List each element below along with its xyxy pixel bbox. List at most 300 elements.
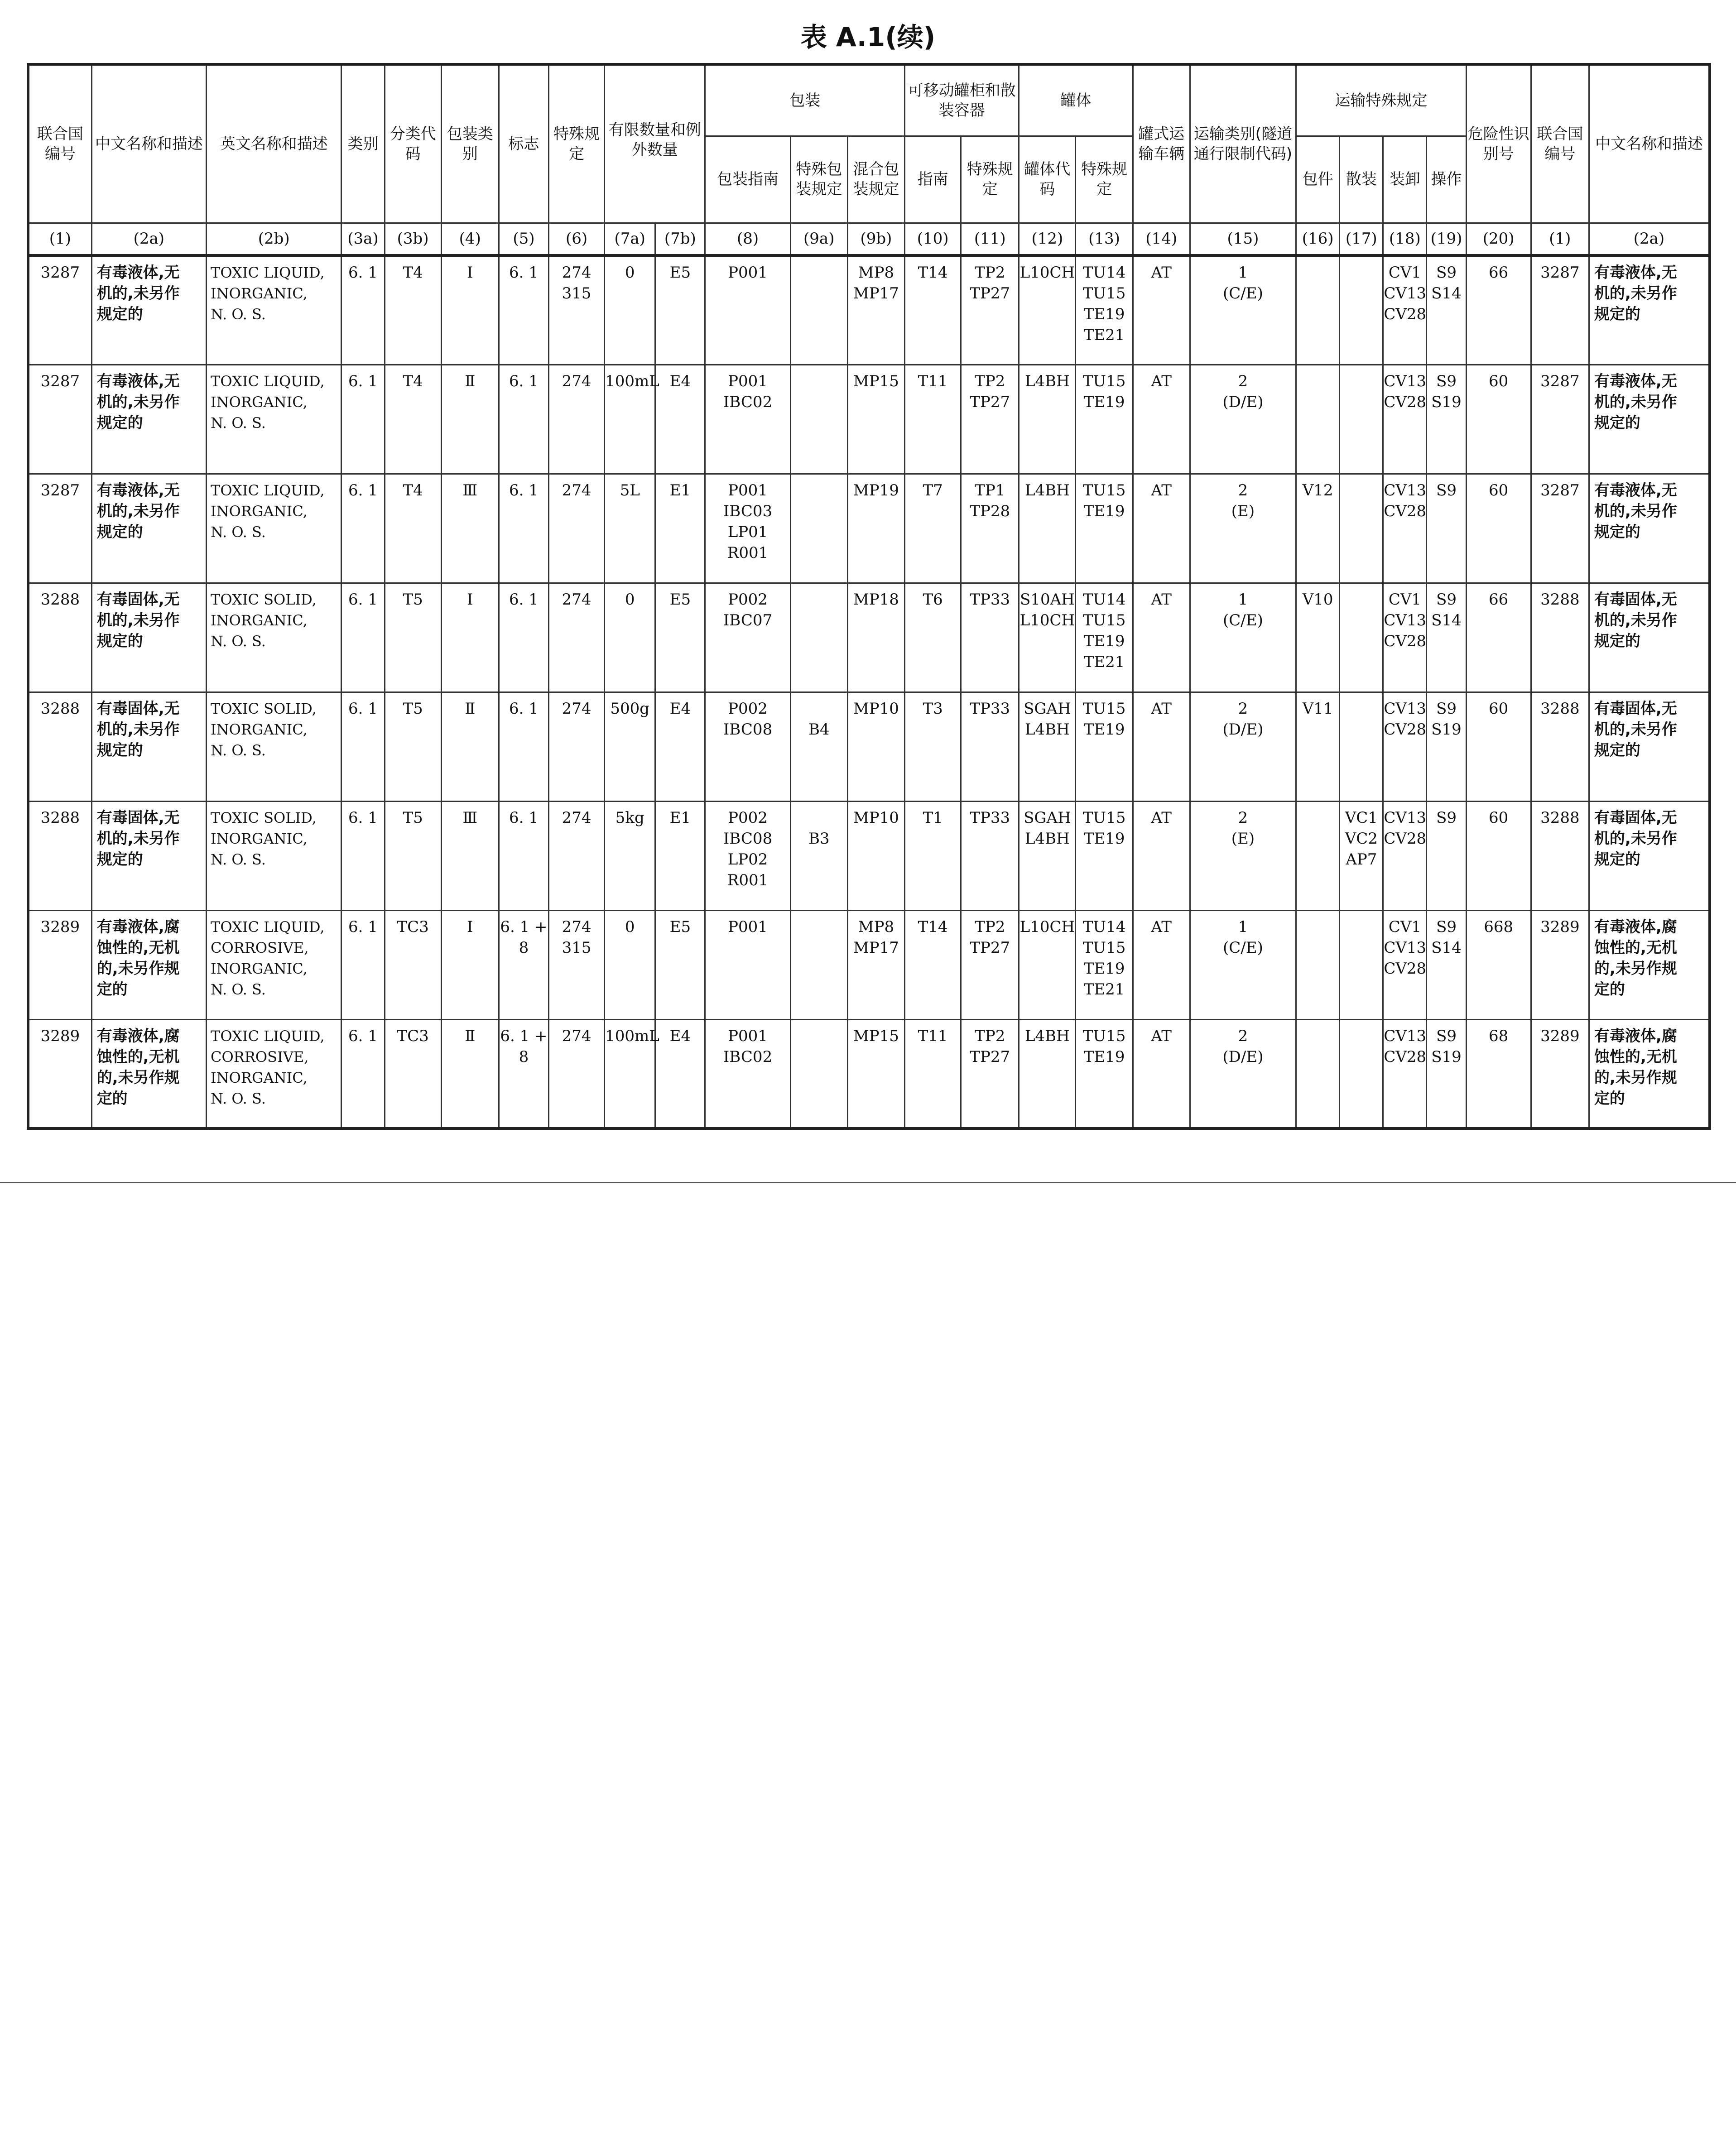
cell-un-number: 3287 xyxy=(28,255,91,365)
cell-special-operation xyxy=(1427,474,1466,583)
cell-line: S19 xyxy=(1431,393,1462,411)
cell-line: CORROSIVE, xyxy=(211,939,309,956)
cell-line: INORGANIC, xyxy=(211,285,308,302)
cell-un-number-repeat: 3287 xyxy=(1531,474,1589,583)
header-special-packing: 特殊包装规定 xyxy=(790,136,847,223)
header-tank-code: 罐体代码 xyxy=(1019,136,1076,223)
cell-class: 6. 1 xyxy=(341,474,385,583)
cell-line: TE19 xyxy=(1083,502,1125,520)
cell-line: CV28 xyxy=(1384,1047,1427,1066)
cell-tank-vehicle: AT xyxy=(1133,1019,1190,1128)
cell-line: TU15 xyxy=(1082,1027,1126,1045)
cell-line: S9 xyxy=(1436,917,1457,936)
column-number: (9a) xyxy=(790,223,847,255)
cell-classification-code: T5 xyxy=(385,692,441,801)
column-number: (12) xyxy=(1019,223,1076,255)
cell-excepted-quantity: E4 xyxy=(655,365,705,474)
cell-line: 2 xyxy=(1238,481,1248,499)
cell-limited-quantity: 5L xyxy=(605,474,655,583)
cell-tank-special xyxy=(961,365,1019,474)
cell-classification-code: T4 xyxy=(385,474,441,583)
cell-line: MP15 xyxy=(853,372,899,390)
column-number: (13) xyxy=(1076,223,1133,255)
cell-line: TP2 xyxy=(975,1027,1005,1045)
cell-label: 6. 1 xyxy=(499,692,548,801)
cell-tank-special xyxy=(961,692,1019,801)
cell-line: 有毒液体,无 xyxy=(96,481,180,499)
cell-line: VC1 xyxy=(1345,808,1378,827)
header-operation: 操作 xyxy=(1427,136,1466,223)
cell-line: 274 xyxy=(562,699,591,718)
header-row-1 xyxy=(28,64,1710,136)
cell-line: 8 xyxy=(519,1047,529,1066)
header-class: 类别 xyxy=(341,64,385,223)
cell-line: 蚀性的,无机 xyxy=(1594,938,1677,957)
cell-line: TU15 xyxy=(1082,481,1126,499)
cell-line: 定的 xyxy=(96,980,128,999)
cell-line: 规定的 xyxy=(1594,850,1640,869)
cell-tank-special xyxy=(961,583,1019,692)
cell-line: P002 xyxy=(728,590,768,609)
cell-special-loading xyxy=(1383,365,1427,474)
header-chinese-name-repeat: 中文名称和描述 xyxy=(1589,64,1710,223)
cell-tank-vehicle: AT xyxy=(1133,801,1190,910)
cell-line: 有毒固体,无 xyxy=(1594,699,1677,718)
cell-line: (E) xyxy=(1231,829,1255,848)
cell-hazard-id: 60 xyxy=(1466,365,1531,474)
cell-line: CV13 xyxy=(1384,372,1427,390)
header-tank: 罐体 xyxy=(1019,64,1133,136)
column-number: (1) xyxy=(1531,223,1589,255)
cell-line: 机的,未另作 xyxy=(96,611,180,629)
cell-line xyxy=(791,807,847,828)
cell-hazard-id: 668 xyxy=(1466,910,1531,1019)
cell-chinese-name xyxy=(91,910,206,1019)
cell-special-packing xyxy=(790,1019,847,1128)
cell-line: TU15 xyxy=(1082,938,1126,957)
cell-line: P001 xyxy=(728,1027,768,1045)
cell-label xyxy=(499,910,548,1019)
cell-special-packing xyxy=(790,583,847,692)
cell-special-loading xyxy=(1383,1019,1427,1128)
cell-line: CV13 xyxy=(1384,611,1427,629)
cell-line: 规定的 xyxy=(96,413,143,432)
header-limited-quantity: 有限数量和例外数量 xyxy=(605,64,705,223)
cell-line: 蚀性的,无机 xyxy=(96,1047,180,1066)
cell-line: TOXIC LIQUID, xyxy=(211,918,325,936)
cell-tank-instruction: T14 xyxy=(905,910,961,1019)
column-number: (1) xyxy=(28,223,91,255)
cell-line: N. O. S. xyxy=(211,980,266,998)
cell-special-packing xyxy=(790,365,847,474)
table-row xyxy=(28,692,1710,801)
cell-tank-special-2 xyxy=(1076,910,1133,1019)
cell-line: TOXIC LIQUID, xyxy=(211,1027,325,1045)
cell-tank-code xyxy=(1019,255,1076,365)
cell-special-operation xyxy=(1427,255,1466,365)
cell-chinese-name-repeat xyxy=(1589,255,1710,365)
header-bulk: 散装 xyxy=(1340,136,1383,223)
cell-special-provisions xyxy=(548,255,604,365)
column-number: (14) xyxy=(1133,223,1190,255)
cell-line: INORGANIC, xyxy=(211,720,308,738)
cell-transport-category xyxy=(1190,1019,1296,1128)
cell-line: (D/E) xyxy=(1222,1047,1264,1066)
cell-hazard-id: 60 xyxy=(1466,474,1531,583)
cell-line: B4 xyxy=(808,720,830,739)
cell-line: TU15 xyxy=(1082,611,1126,629)
cell-line: CV28 xyxy=(1384,720,1427,739)
cell-un-number-repeat: 3288 xyxy=(1531,583,1589,692)
header-special-transport: 运输特殊规定 xyxy=(1296,64,1466,136)
cell-line: 274 xyxy=(562,481,591,499)
cell-line: 有毒液体,腐 xyxy=(96,917,180,936)
cell-line: TE19 xyxy=(1083,305,1125,323)
cell-class: 6. 1 xyxy=(341,255,385,365)
cell-line: TOXIC SOLID, xyxy=(211,809,317,826)
cell-special-bulk xyxy=(1340,801,1383,910)
cell-tank-special xyxy=(961,474,1019,583)
column-number: (7b) xyxy=(655,223,705,255)
cell-line: S9 xyxy=(1436,372,1457,390)
cell-line: CV13 xyxy=(1384,284,1427,303)
header-tank-special: 特殊规定 xyxy=(961,136,1019,223)
cell-line: S9 xyxy=(1436,699,1457,718)
cell-line: TE19 xyxy=(1083,393,1125,411)
cell-chinese-name xyxy=(91,583,206,692)
cell-line: TP27 xyxy=(970,938,1010,957)
cell-packing-group: Ⅱ xyxy=(441,365,499,474)
cell-chinese-name-repeat xyxy=(1589,474,1710,583)
cell-line: 274 xyxy=(562,590,591,609)
cell-line: S14 xyxy=(1431,938,1462,957)
cell-line: 274 xyxy=(562,264,591,282)
cell-packing-group: Ⅱ xyxy=(441,692,499,801)
cell-line: TP2 xyxy=(975,264,1005,282)
cell-line: MP8 xyxy=(858,917,894,936)
cell-line: S10AH xyxy=(1020,590,1075,609)
cell-line: (C/E) xyxy=(1223,938,1263,957)
cell-classification-code: T5 xyxy=(385,801,441,910)
cell-line: CV28 xyxy=(1384,393,1427,411)
cell-special-bulk xyxy=(1340,365,1383,474)
cell-line: 有毒液体,无 xyxy=(96,372,180,390)
column-number: (6) xyxy=(548,223,604,255)
cell-line: IBC02 xyxy=(723,393,773,411)
cell-packing-group: Ⅲ xyxy=(441,801,499,910)
cell-line: 274 xyxy=(562,1027,591,1045)
header-packages: 包件 xyxy=(1296,136,1340,223)
cell-tank-vehicle: AT xyxy=(1133,365,1190,474)
cell-line: CV13 xyxy=(1384,699,1427,718)
table-body xyxy=(28,255,1710,1128)
cell-line: TOXIC SOLID, xyxy=(211,591,317,608)
column-number: (9b) xyxy=(847,223,904,255)
cell-line: INORGANIC, xyxy=(211,1069,308,1086)
cell-line: TU14 xyxy=(1082,917,1126,936)
cell-line: 有毒固体,无 xyxy=(1594,808,1677,827)
cell-mixed-packing xyxy=(847,255,904,365)
cell-label xyxy=(499,1019,548,1128)
column-number: (4) xyxy=(441,223,499,255)
cell-classification-code: T4 xyxy=(385,365,441,474)
header-chinese-name: 中文名称和描述 xyxy=(91,64,206,223)
cell-line: TOXIC LIQUID, xyxy=(211,372,325,390)
cell-special-packages xyxy=(1296,365,1340,474)
cell-line: 的,未另作规 xyxy=(1594,959,1677,978)
cell-line: TP28 xyxy=(970,502,1010,520)
cell-special-bulk xyxy=(1340,1019,1383,1128)
cell-line: 定的 xyxy=(96,1089,128,1108)
cell-tank-instruction: T1 xyxy=(905,801,961,910)
cell-line: 2 xyxy=(1238,1027,1248,1045)
cell-excepted-quantity: E4 xyxy=(655,692,705,801)
cell-special-operation xyxy=(1427,583,1466,692)
table-row xyxy=(28,255,1710,365)
cell-un-number: 3288 xyxy=(28,692,91,801)
cell-line: CV13 xyxy=(1384,808,1427,827)
cell-label: 6. 1 xyxy=(499,474,548,583)
cell-line: TE19 xyxy=(1083,1047,1125,1066)
cell-tank-special-2 xyxy=(1076,801,1133,910)
cell-line: 6. 1 + xyxy=(500,917,548,936)
cell-hazard-id: 66 xyxy=(1466,583,1531,692)
header-transport-category: 运输类别(隧道通行限制代码) xyxy=(1190,64,1296,223)
cell-special-provisions xyxy=(548,583,604,692)
cell-line: 的,未另作规 xyxy=(96,959,180,978)
cell-line: TE19 xyxy=(1083,632,1125,650)
cell-line: TE21 xyxy=(1083,326,1125,344)
cell-tank-special-2 xyxy=(1076,583,1133,692)
cell-special-operation xyxy=(1427,801,1466,910)
cell-class: 6. 1 xyxy=(341,801,385,910)
cell-special-bulk xyxy=(1340,474,1383,583)
cell-tank-vehicle: AT xyxy=(1133,910,1190,1019)
cell-transport-category xyxy=(1190,365,1296,474)
cell-line: 规定的 xyxy=(96,305,143,323)
cell-tank-instruction: T14 xyxy=(905,255,961,365)
cell-line: CV13 xyxy=(1384,481,1427,499)
cell-line: 规定的 xyxy=(1594,523,1640,541)
cell-line: LP01 xyxy=(727,523,768,541)
column-number: (15) xyxy=(1190,223,1296,255)
cell-un-number: 3289 xyxy=(28,910,91,1019)
cell-line: 2 xyxy=(1238,372,1248,390)
dangerous-goods-table xyxy=(27,63,1711,1130)
cell-label: 6. 1 xyxy=(499,255,548,365)
cell-line: TU14 xyxy=(1082,590,1126,609)
header-tank-instructions: 指南 xyxy=(905,136,961,223)
cell-packing-group: Ⅱ xyxy=(441,1019,499,1128)
column-number: (2a) xyxy=(91,223,206,255)
cell-line: 机的,未另作 xyxy=(1594,502,1677,520)
cell-line: MP10 xyxy=(853,808,899,827)
cell-tank-special-2 xyxy=(1076,692,1133,801)
cell-tank-vehicle: AT xyxy=(1133,474,1190,583)
cell-tank-special-2 xyxy=(1076,1019,1133,1128)
cell-tank-special xyxy=(961,255,1019,365)
cell-line: CORROSIVE, xyxy=(211,1048,309,1066)
cell-tank-special xyxy=(961,801,1019,910)
cell-line: 8 xyxy=(519,938,529,957)
cell-special-provisions xyxy=(548,801,604,910)
cell-english-name xyxy=(207,255,341,365)
cell-special-packages xyxy=(1296,1019,1340,1128)
cell-packing-instructions xyxy=(705,255,790,365)
cell-line: S9 xyxy=(1436,808,1457,827)
cell-line: P002 xyxy=(728,699,768,718)
cell-line: N. O. S. xyxy=(211,632,266,650)
cell-special-provisions xyxy=(548,474,604,583)
cell-special-packing xyxy=(790,692,847,801)
cell-line: 机的,未另作 xyxy=(96,284,180,303)
cell-line: 规定的 xyxy=(96,741,143,759)
cell-line: N. O. S. xyxy=(211,1090,266,1107)
header-mixed-packing: 混合包装规定 xyxy=(847,136,904,223)
cell-special-packing xyxy=(790,474,847,583)
column-number: (17) xyxy=(1340,223,1383,255)
cell-mixed-packing xyxy=(847,910,904,1019)
cell-line: 有毒液体,腐 xyxy=(1594,1027,1677,1045)
cell-chinese-name xyxy=(91,255,206,365)
cell-special-provisions xyxy=(548,365,604,474)
header-portable-tanks: 可移动罐柜和散装容器 xyxy=(905,64,1019,136)
cell-tank-special-2 xyxy=(1076,474,1133,583)
column-number: (3a) xyxy=(341,223,385,255)
cell-tank-special-2 xyxy=(1076,365,1133,474)
cell-line: P002 xyxy=(728,808,768,827)
cell-line: CV13 xyxy=(1384,1027,1427,1045)
cell-line: L4BH xyxy=(1024,829,1070,848)
cell-limited-quantity: 0 xyxy=(605,910,655,1019)
cell-un-number-repeat: 3287 xyxy=(1531,365,1589,474)
cell-un-number: 3289 xyxy=(28,1019,91,1128)
header-english-name: 英文名称和描述 xyxy=(207,64,341,223)
cell-line: LP02 xyxy=(727,850,768,869)
cell-line: TP33 xyxy=(970,699,1010,718)
cell-line: INORGANIC, xyxy=(211,611,308,629)
cell-line: N. O. S. xyxy=(211,523,266,541)
cell-line: S9 xyxy=(1436,481,1457,499)
cell-hazard-id: 60 xyxy=(1466,692,1531,801)
cell-line: TU15 xyxy=(1082,699,1126,718)
column-number: (11) xyxy=(961,223,1019,255)
cell-line: TE19 xyxy=(1083,959,1125,978)
cell-un-number-repeat: 3287 xyxy=(1531,255,1589,365)
cell-line: CV1 xyxy=(1388,917,1422,936)
cell-line: IBC02 xyxy=(723,1047,773,1066)
cell-line: L4BH xyxy=(1024,1027,1070,1045)
cell-special-packages: V10 xyxy=(1296,583,1340,692)
cell-classification-code: T4 xyxy=(385,255,441,365)
header-classification-code: 分类代码 xyxy=(385,64,441,223)
cell-line: B3 xyxy=(808,829,830,848)
cell-line: P001 xyxy=(728,481,768,499)
cell-tank-code xyxy=(1019,801,1076,910)
cell-line: 蚀性的,无机 xyxy=(1594,1047,1677,1066)
cell-line: S19 xyxy=(1431,1047,1462,1066)
column-number: (19) xyxy=(1427,223,1466,255)
cell-class: 6. 1 xyxy=(341,1019,385,1128)
column-number: (7a) xyxy=(605,223,655,255)
cell-line: TE21 xyxy=(1083,980,1125,999)
cell-special-loading xyxy=(1383,583,1427,692)
table-row xyxy=(28,910,1710,1019)
cell-special-packages xyxy=(1296,801,1340,910)
cell-line: 315 xyxy=(562,284,591,303)
cell-line: 的,未另作规 xyxy=(1594,1068,1677,1087)
cell-packing-group: Ⅰ xyxy=(441,255,499,365)
cell-line: 规定的 xyxy=(1594,413,1640,432)
cell-limited-quantity: 5kg xyxy=(605,801,655,910)
cell-line: 274 xyxy=(562,808,591,827)
cell-line: MP19 xyxy=(853,481,899,499)
column-number: (18) xyxy=(1383,223,1427,255)
column-number: (3b) xyxy=(385,223,441,255)
cell-limited-quantity: 100mL xyxy=(605,365,655,474)
cell-mixed-packing xyxy=(847,1019,904,1128)
cell-special-provisions xyxy=(548,692,604,801)
cell-chinese-name xyxy=(91,692,206,801)
cell-special-loading xyxy=(1383,801,1427,910)
column-number: (16) xyxy=(1296,223,1340,255)
cell-line: L4BH xyxy=(1024,372,1070,390)
cell-special-operation xyxy=(1427,910,1466,1019)
cell-line: L10CH xyxy=(1019,611,1075,629)
cell-line: 有毒固体,无 xyxy=(96,699,180,718)
cell-line: TP27 xyxy=(970,284,1010,303)
cell-tank-instruction: T6 xyxy=(905,583,961,692)
cell-special-packages xyxy=(1296,255,1340,365)
column-number: (8) xyxy=(705,223,790,255)
cell-mixed-packing xyxy=(847,801,904,910)
cell-line: N. O. S. xyxy=(211,414,266,432)
page-bottom-rule xyxy=(0,1182,1736,1183)
cell-line: TP27 xyxy=(970,393,1010,411)
cell-hazard-id: 66 xyxy=(1466,255,1531,365)
column-number: (5) xyxy=(499,223,548,255)
cell-mixed-packing xyxy=(847,583,904,692)
cell-un-number-repeat: 3289 xyxy=(1531,1019,1589,1128)
cell-excepted-quantity: E5 xyxy=(655,910,705,1019)
cell-line: 机的,未另作 xyxy=(96,393,180,411)
cell-label: 6. 1 xyxy=(499,583,548,692)
cell-line: 315 xyxy=(562,938,591,957)
cell-limited-quantity: 100mL xyxy=(605,1019,655,1128)
cell-line: 机的,未另作 xyxy=(1594,720,1677,739)
cell-special-operation xyxy=(1427,692,1466,801)
cell-special-bulk xyxy=(1340,692,1383,801)
cell-transport-category xyxy=(1190,474,1296,583)
table-row xyxy=(28,1019,1710,1128)
cell-line: N. O. S. xyxy=(211,741,266,759)
cell-english-name xyxy=(207,583,341,692)
cell-tank-instruction: T7 xyxy=(905,474,961,583)
cell-line: 机的,未另作 xyxy=(1594,284,1677,303)
cell-un-number-repeat: 3288 xyxy=(1531,801,1589,910)
cell-line: L4BH xyxy=(1024,481,1070,499)
cell-class: 6. 1 xyxy=(341,365,385,474)
column-number: (10) xyxy=(905,223,961,255)
column-number-row xyxy=(28,223,1710,255)
cell-classification-code: TC3 xyxy=(385,910,441,1019)
cell-line: MP18 xyxy=(853,590,899,609)
cell-line: 规定的 xyxy=(96,632,143,650)
cell-tank-vehicle: AT xyxy=(1133,583,1190,692)
header-loading: 装卸 xyxy=(1383,136,1427,223)
cell-line: MP17 xyxy=(853,938,899,957)
header-tank-vehicle: 罐式运输车辆 xyxy=(1133,64,1190,223)
